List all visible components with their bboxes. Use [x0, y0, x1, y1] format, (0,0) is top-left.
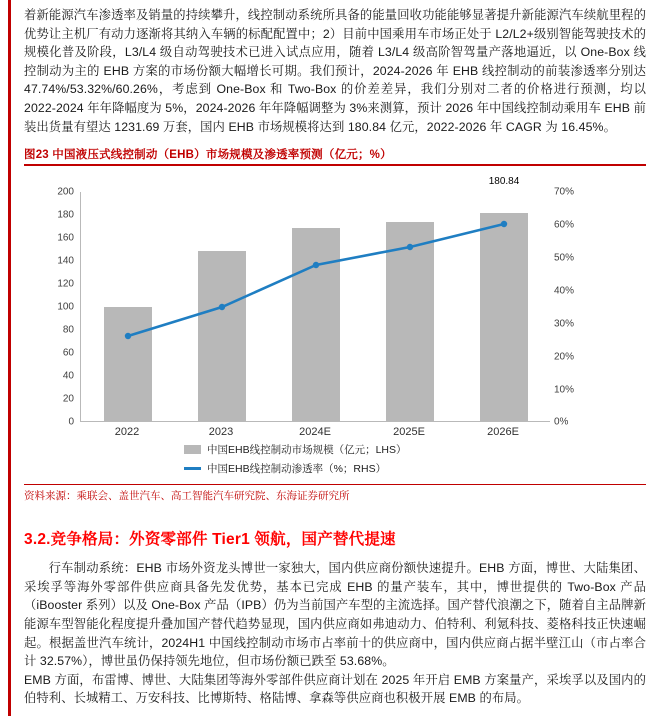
category-label: 2023 [208, 425, 234, 438]
chart-legend [184, 442, 407, 480]
left-axis-tick: 120 [57, 278, 74, 290]
right-axis-tick: 0% [554, 416, 569, 428]
left-axis-tick: 160 [57, 232, 74, 244]
category-label: 2026E [487, 425, 519, 438]
paragraph-top: 着新能源汽车渗透率及销量的持续攀升，线控制动系统所具备的能量回收功能能够显著提升新能源汽车续航里程的优势让主机厂有动力逐渐将其纳入车辆的标配配置中；2）目前中国乘用车市场正处于 L2/L2+级别智能驾驶技术的规模化普及阶段，L3/L4 级自动驾驶技术已进入试点应用，随着 L3/L4 级高阶智驾量产落地逼近，以 One-Box 线控制动为主的 EHB 方案的市场份额大幅增长可期。我们预计，2024-2026 年 EHB 线控制动的前装渗透率分别达 47.74%/53.32%/60.26%，考虑到 One-Box 和 Two-Box 的价差差异，我们分别对二者的价格进行预测，均以 2022-2024 年年降幅度为 5%，2024-2026 年年降幅调整为 3%来测算，预计 2026 年中国线控制动乘用车 EHB 前装出货量有望达 1231.69 万套，国内 EHB 市场规模将达到 180.84 亿元，2022-2026 年 CAGR 为 16.45%。 [24, 8, 646, 134]
chart-canvas [24, 170, 646, 482]
legend-swatch-icon [184, 445, 201, 454]
category-label: 2024E [299, 425, 331, 438]
page-left-rule [8, 0, 11, 716]
legend-line-icon [184, 467, 201, 470]
data-label-2026E: 180.84 [488, 175, 520, 187]
figure-source: 资料来源：乘联会、盖世汽车、高工智能汽车研究院、东海证券研究所 [24, 490, 350, 503]
left-axis-tick: 180 [57, 209, 74, 221]
left-axis-tick: 80 [62, 324, 74, 336]
legend-item-market-size [184, 442, 407, 457]
penetration-line [81, 192, 551, 422]
figure-title: 图23 中国液压式线控制动（EHB）市场规模及渗透率预测（亿元；%） [24, 149, 392, 162]
right-axis-tick: 40% [554, 285, 575, 297]
figure-rule-bottom [24, 484, 646, 486]
paragraph-bottom-1: 行车制动系统：EHB 市场外资龙头博世一家独大，国内供应商份额快速提升。EHB 方面，博世、大陆集团、采埃孚等海外零部件供应商具备先发优势，基本已完成 EHB 的量产装车，其中，博世提供的 Two-Box 产品（iBooster 系列）以及 One-Box 产品（IPB）仍为当前国产车型的主流选择。国产替代浪潮之下，随着自主品牌新能源车型智能化程度提升叠加国产替代趋势显现，国内供应商如弗迪动力、伯特利、利氪科技、菱格科技正快速崛起。根据盖世汽车统计，2024H1 中国线控制动市场市占率前十的供应商中，国内供应商占据半壁江山（市占率合计 32.57%），博世虽仍保持领先地位，但市场份额已跌至 53.68%。 [24, 561, 646, 669]
left-axis-tick: 20 [62, 393, 74, 405]
legend-item-penetration [184, 461, 407, 476]
left-axis-tick: 60 [62, 347, 74, 359]
figure-block [24, 146, 646, 503]
right-axis-tick: 20% [554, 351, 575, 363]
right-axis-tick: 60% [554, 219, 575, 231]
left-axis-tick: 100 [57, 301, 74, 313]
left-axis-tick: 0 [68, 416, 74, 428]
section-heading: 3.2.竞争格局：外资零部件 Tier1 领航，国产替代提速 [24, 531, 396, 549]
right-axis-tick: 10% [554, 384, 575, 396]
paragraph-bottom-2: EMB 方面，布雷博、博世、大陆集团等海外零部件供应商计划在 2025 年开启 EMB 方案量产，采埃孚以及国内的伯特利、长城精工、万安科技、比博斯特、格陆博、拿森等供应商也积极开展 EMB 的布局。 [24, 672, 646, 706]
left-axis-tick: 200 [57, 186, 74, 198]
legend-label: 中国EHB线控制动市场规模（亿元；LHS） [207, 443, 407, 456]
category-label: 2025E [393, 425, 425, 438]
category-label: 2022 [114, 425, 140, 438]
right-axis-tick: 50% [554, 252, 575, 264]
right-axis-tick: 70% [554, 186, 575, 198]
left-axis-tick: 40 [62, 370, 74, 382]
right-axis-tick: 30% [554, 318, 575, 330]
legend-label: 中国EHB线控制动渗透率（%；RHS） [207, 462, 387, 475]
figure-rule-top [24, 164, 646, 166]
plot-area [80, 175, 550, 422]
left-axis-tick: 140 [57, 255, 74, 267]
